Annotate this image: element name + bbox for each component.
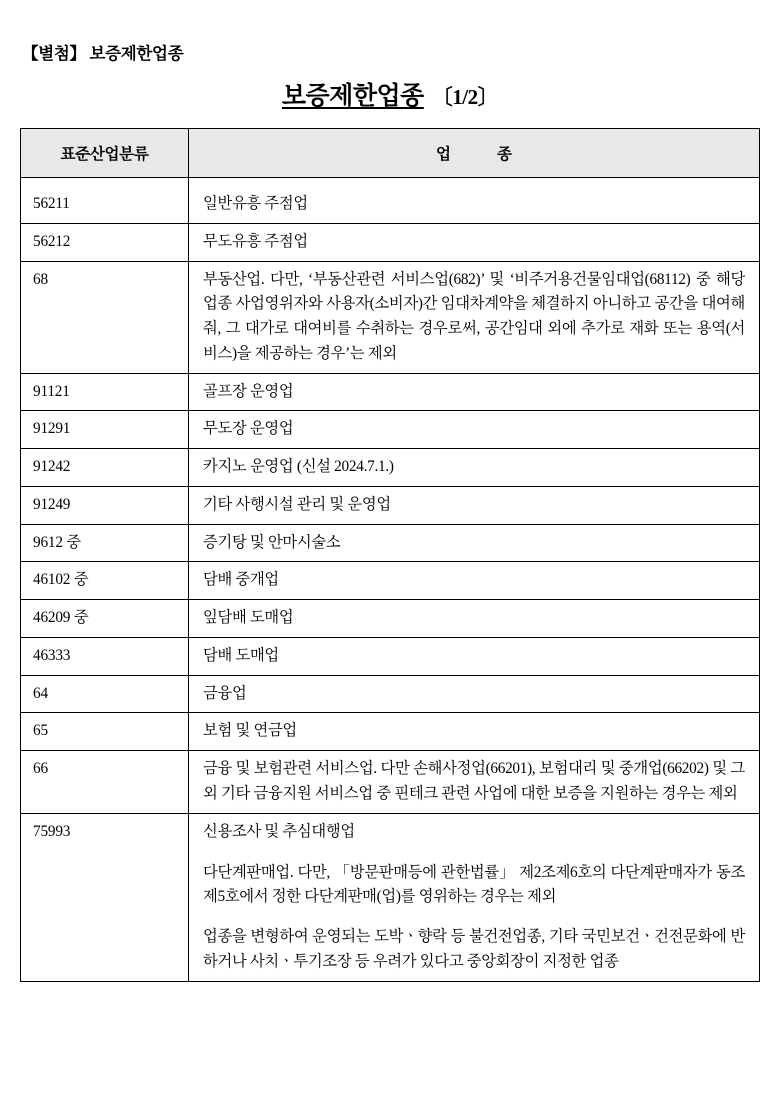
- business-type-cell: 일반유흥 주점업: [189, 178, 760, 224]
- page-title: 보증제한업종: [281, 83, 424, 110]
- business-type-cell: 보험 및 연금업: [189, 713, 760, 751]
- page-number-label: 〔1/2〕: [431, 85, 499, 109]
- industry-code-cell: 56212: [21, 223, 189, 261]
- industry-code-cell: 68: [21, 261, 189, 373]
- table-body: [21, 178, 760, 982]
- document-title-row: [20, 76, 760, 112]
- business-type-cell: 무도장 운영업: [189, 411, 760, 449]
- industry-code-cell: 56211: [21, 178, 189, 224]
- business-type-cell: 무도유흥 주점업: [189, 223, 760, 261]
- industry-code-cell: 91249: [21, 486, 189, 524]
- table-row: [21, 223, 760, 261]
- industry-code-cell: 65: [21, 713, 189, 751]
- business-type-cell: 부동산업. 다만, ‘부동산관련 서비스업(682)’ 및 ‘비주거용건물임대업(68112) 중 해당업종 사업영위자와 사용자(소비자)간 임대차계약을 체결하지 아니하고 공간을 대여해줘, 그 대가로 대여비를 수취하는 경우로써, 공간임대 외에 추가로 재화 또는 용역(서비스)을 제공하는 경우’는 제외: [189, 261, 760, 373]
- table-row: [21, 373, 760, 411]
- table-row: [21, 675, 760, 713]
- industry-code-cell: 46333: [21, 637, 189, 675]
- table-row: [21, 751, 760, 814]
- table-row: [21, 524, 760, 562]
- column-header-business-type: [189, 129, 760, 178]
- table-row: [21, 449, 760, 487]
- business-type-paragraph: 다단계판매업. 다만, 「방문판매등에 관한법률」 제2조제6호의 다단계판매자가 동조제5호에서 정한 다단계판매(업)를 영위하는 경우는 제외: [203, 863, 745, 906]
- business-type-cell: 증기탕 및 안마시술소: [189, 524, 760, 562]
- column-header-business-right: 종: [497, 146, 512, 163]
- table-header: [21, 129, 760, 178]
- table-row: [21, 261, 760, 373]
- table-row: [21, 600, 760, 638]
- table-header-row: [21, 129, 760, 178]
- business-type-cell: 담배 중개업: [189, 562, 760, 600]
- industry-code-cell: 46209 중: [21, 600, 189, 638]
- table-row: [21, 411, 760, 449]
- restricted-industry-table: [20, 128, 760, 982]
- industry-code-cell: 75993: [21, 813, 189, 981]
- table-row: [21, 813, 760, 981]
- business-type-cell: [189, 813, 760, 981]
- business-type-paragraph: 신용조사 및 추심대행업: [203, 822, 355, 840]
- paragraph-spacer: [203, 845, 745, 861]
- industry-code-cell: 91242: [21, 449, 189, 487]
- industry-code-cell: 91291: [21, 411, 189, 449]
- industry-code-cell: 64: [21, 675, 189, 713]
- table-row: [21, 562, 760, 600]
- attachment-label: 【별첨】 보증제한업종: [22, 44, 184, 63]
- table-row: [21, 486, 760, 524]
- business-type-cell: 금융업: [189, 675, 760, 713]
- business-type-cell: 잎담배 도매업: [189, 600, 760, 638]
- business-type-paragraph: 업종을 변형하여 운영되는 도박ㆍ향락 등 불건전업종, 기타 국민보건ㆍ건전문화에 반하거나 사치ㆍ투기조장 등 우려가 있다고 중앙회장이 지정한 업종: [203, 928, 745, 970]
- business-type-cell: 금융 및 보험관련 서비스업. 다만 손해사정업(66201), 보험대리 및 중개업(66202) 및 그 외 기타 금융지원 서비스업 중 핀테크 관련 사업에 대한 보증을 지원하는 경우는 제외: [189, 751, 760, 814]
- business-type-cell: 카지노 운영업 (신설 2024.7.1.): [189, 449, 760, 487]
- industry-code-cell: 91121: [21, 373, 189, 411]
- table-row: [21, 713, 760, 751]
- industry-code-cell: 9612 중: [21, 524, 189, 562]
- business-type-cell: 골프장 운영업: [189, 373, 760, 411]
- column-header-business-left: 업: [436, 146, 451, 163]
- table-row: [21, 178, 760, 224]
- industry-code-cell: 66: [21, 751, 189, 814]
- industry-code-cell: 46102 중: [21, 562, 189, 600]
- table-row: [21, 637, 760, 675]
- column-header-industry-code: 표준산업분류: [21, 129, 189, 178]
- business-type-cell: 담배 도매업: [189, 637, 760, 675]
- business-type-cell: 기타 사행시설 관리 및 운영업: [189, 486, 760, 524]
